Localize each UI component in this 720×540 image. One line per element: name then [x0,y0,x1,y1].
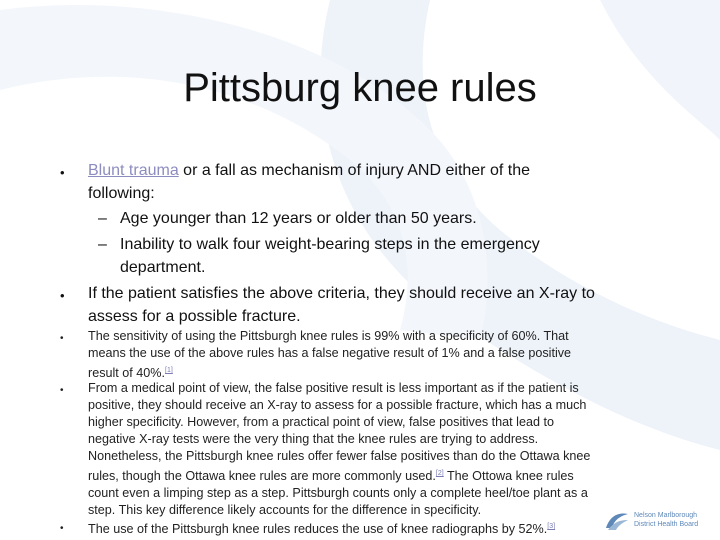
bullet-4-line6b: The Ottowa knee rules [443,469,574,484]
logo-mark-icon [604,510,630,532]
bullet-2-line2: assess for a possible fracture. [88,308,301,325]
bullet-5-line1: The use of the Pittsburgh knee rules reduces the use of knee radiographs by 52%. [88,522,548,537]
dash-glyph: – [98,210,107,227]
bullet-1-line2: following: [88,185,155,202]
bullet-4-line5: Nonetheless, the Pittsburgh knee rules offer fewer false positives than do the Ottawa knee [88,449,591,463]
bullet-4-line2: positive, they should receive an X-ray to assess for a possible fracture, which has a much [88,398,587,412]
bullet-dot: • [60,288,65,303]
bullet-2-text [88,282,668,328]
bullet-4-line7: count even a limping step as a step. Pittsburgh counts only a complete heel/toe plant as a [88,486,588,501]
logo-line1: Nelson Marlborough [634,512,698,519]
bullet-4-line1: From a medical point of view, the false positive result is less important as if the patient is [88,381,579,395]
bullet-1-line1: or a fall as mechanism of injury AND either of the [178,162,530,179]
bullet-5-text [88,518,668,538]
blunt-trauma-link[interactable]: Blunt trauma [88,162,179,179]
logo-line2: District Health Board [634,521,699,528]
sub-bullet-2-text [120,233,620,279]
sub-bullet-2-line1: Inability to walk four weight-bearing steps in the emergency [120,236,540,253]
bullet-2-line1: If the patient satisfies the above criteria, they should receive an X-ray to [88,285,595,302]
reference-link-1[interactable]: [1] [165,367,173,374]
bullet-dot: • [60,385,64,396]
bullet-3-text [88,328,668,382]
reference-link-2[interactable]: [2] [435,470,444,477]
bullet-dot: • [60,523,64,534]
bullet-3-line2: means the use of the above rules has a false negative result of 1% and a false positive [88,346,572,360]
bullet-4-line8: step. This key difference likely accounts for the difference in specificity. [88,503,482,518]
bullet-4-text [88,380,668,519]
sub-bullet-2-line2: department. [120,259,206,276]
nmdhb-logo [604,508,718,534]
bullet-3-line3: result of 40%. [88,366,166,381]
reference-link-3[interactable]: [3] [547,523,556,530]
bullet-dot: • [60,333,64,344]
dash-glyph: – [98,236,107,253]
bullet-4-line3: higher specificity. However, from a practical point of view, false positives that lead to [88,415,554,429]
sub-bullet-1-text: Age younger than 12 years or older than 50 years. [120,210,477,227]
logo-text [634,511,698,529]
bullet-4-line6: rules, though the Ottawa knee rules are more commonly used. [88,469,436,484]
bullet-dot: • [60,165,65,180]
slide-title: Pittsburg knee rules [183,66,537,110]
bullet-3-line1: The sensitivity of using the Pittsburgh knee rules is 99% with a specificity of 60%. That [88,329,569,343]
bullet-4-line4: negative X-ray tests were the very thing that the knee rules are trying to address. [88,432,539,446]
bullet-1-text [88,159,668,205]
